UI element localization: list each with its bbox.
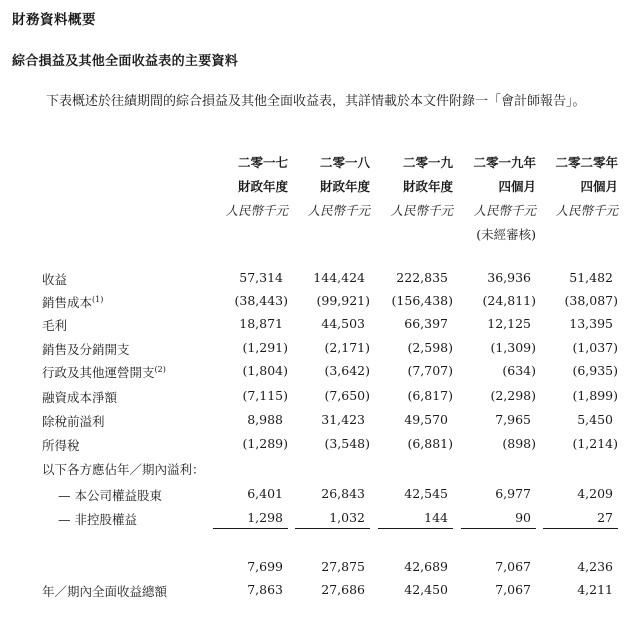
cell-value: (3,548) [324, 436, 370, 451]
subtotal-rule [461, 528, 536, 529]
row-label [42, 270, 67, 288]
row-label [42, 316, 67, 334]
column-header-unit: 人民幣千元 [390, 203, 453, 218]
cell-value: (634) [502, 363, 536, 378]
column-header-unit: 人民幣千元 [307, 203, 370, 218]
cell-value: (1,289) [242, 436, 288, 451]
subtotal-rule [543, 528, 618, 529]
row-label-text: 除稅前溢利 [42, 414, 105, 429]
cell-value: 26,843 [321, 486, 365, 501]
cell-value: (1,309) [490, 340, 536, 355]
total-value: 4,236 [577, 559, 613, 574]
column-header-period: 二零一七 [237, 155, 288, 170]
row-label-text: 以下各方應佔年／期內溢利： [42, 462, 205, 477]
column-header-unit: 人民幣千元 [473, 203, 536, 218]
cell-value: 51,482 [569, 270, 613, 285]
cell-value: (7,115) [242, 388, 288, 403]
column-header-type: 財政年度 [319, 179, 370, 194]
row-label [42, 363, 166, 381]
row-label [58, 486, 162, 504]
subtotal-rule [378, 528, 453, 529]
cell-value: 57,314 [239, 270, 283, 285]
footnote-marker: (2) [154, 364, 166, 374]
cell-value: (99,921) [316, 293, 370, 308]
comprehensive-income-value: 7,863 [247, 582, 283, 597]
cell-value: (6,935) [572, 363, 618, 378]
comprehensive-income-value: 4,211 [577, 582, 613, 597]
row-label-text: 所得稅 [42, 438, 80, 453]
cell-value: 7,965 [495, 412, 531, 427]
column-header-period: 二零一八 [319, 155, 370, 170]
row-label-text: 融資成本淨額 [42, 390, 118, 405]
total-value: 42,689 [404, 559, 448, 574]
column-header-unit: 人民幣千元 [225, 203, 288, 218]
cell-value: 31,423 [321, 412, 365, 427]
row-label [42, 340, 130, 358]
row-label [42, 436, 80, 454]
row-label [42, 460, 205, 478]
cell-value: 222,835 [396, 270, 448, 285]
cell-value: (1,214) [572, 436, 618, 451]
cell-value: (7,707) [407, 363, 453, 378]
column-header-type: 財政年度 [402, 179, 453, 194]
column-header-type: 四個月 [498, 179, 536, 194]
cell-value: 6,977 [495, 486, 531, 501]
column-header-period: 二零一九 [402, 155, 453, 170]
row-label [42, 412, 105, 430]
subtotal-rule [295, 528, 370, 529]
cell-value: 12,125 [487, 316, 531, 331]
cell-value: (1,804) [242, 363, 288, 378]
footnote-marker: (1) [92, 294, 104, 304]
cell-value: (24,811) [482, 293, 536, 308]
cell-value: 144 [424, 510, 448, 525]
column-header-unit: 人民幣千元 [555, 203, 618, 218]
subsection-title: 綜合損益及其他全面收益表的主要資料 [12, 54, 239, 69]
cell-value: 6,401 [247, 486, 283, 501]
comprehensive-income-value: 42,450 [404, 582, 448, 597]
cell-value: (898) [502, 436, 536, 451]
column-header-note: (未經審核) [476, 227, 536, 242]
column-header-period: 二零二零年 [555, 155, 618, 170]
cell-value: 5,450 [577, 412, 613, 427]
cell-value: (6,881) [407, 436, 453, 451]
column-header-type: 四個月 [580, 179, 618, 194]
column-header-type: 財政年度 [237, 179, 288, 194]
row-label-text: 行政及其他運營開支 [42, 365, 155, 380]
cell-value: 13,395 [569, 316, 613, 331]
comprehensive-income-value: 27,686 [321, 582, 365, 597]
total-value: 27,875 [321, 559, 365, 574]
row-label-text: — 本公司權益股東 [58, 488, 162, 503]
cell-value: 4,209 [577, 486, 613, 501]
cell-value: 27 [597, 510, 613, 525]
cell-value: (38,087) [564, 293, 618, 308]
row-label-text: 收益 [42, 272, 68, 287]
cell-value: 66,397 [404, 316, 448, 331]
cell-value: 144,424 [313, 270, 365, 285]
cell-value: (2,598) [407, 340, 453, 355]
cell-value: 36,936 [487, 270, 531, 285]
row-label-text: 毛利 [42, 318, 68, 333]
cell-value: (7,650) [324, 388, 370, 403]
row-label-text: 銷售成本 [42, 295, 93, 310]
cell-value: 1,032 [329, 510, 365, 525]
cell-value: 8,988 [247, 412, 283, 427]
row-label [42, 293, 103, 311]
cell-value: (1,291) [242, 340, 288, 355]
cell-value: 90 [515, 510, 531, 525]
row-label [42, 388, 117, 406]
row-label [58, 510, 137, 528]
cell-value: (156,438) [391, 293, 453, 308]
cell-value: 18,871 [239, 316, 283, 331]
row-label-text: — 非控股權益 [58, 512, 137, 527]
cell-value: 49,570 [404, 412, 448, 427]
cell-value: (6,817) [407, 388, 453, 403]
column-header-period: 二零一九年 [473, 155, 536, 170]
cell-value: (1,037) [572, 340, 618, 355]
cell-value: 44,503 [321, 316, 365, 331]
intro-paragraph: 下表概述於往績期間的綜合損益及其他全面收益表，其詳情載於本文件附錄一「會計師報告」。 [46, 94, 586, 109]
section-title: 財務資料概要 [12, 12, 96, 28]
cell-value: 42,545 [404, 486, 448, 501]
row-label-text: 銷售及分銷開支 [42, 342, 130, 357]
cell-value: (1,899) [572, 388, 618, 403]
total-value: 7,699 [247, 559, 283, 574]
cell-value: (38,443) [234, 293, 288, 308]
cell-value: (3,642) [324, 363, 370, 378]
total-value: 7,067 [495, 559, 531, 574]
cell-value: (2,171) [324, 340, 370, 355]
cell-value: 1,298 [247, 510, 283, 525]
comprehensive-income-label: 年／期內全面收益總額 [42, 584, 168, 599]
comprehensive-income-value: 7,067 [495, 582, 531, 597]
subtotal-rule [213, 528, 288, 529]
cell-value: (2,298) [490, 388, 536, 403]
